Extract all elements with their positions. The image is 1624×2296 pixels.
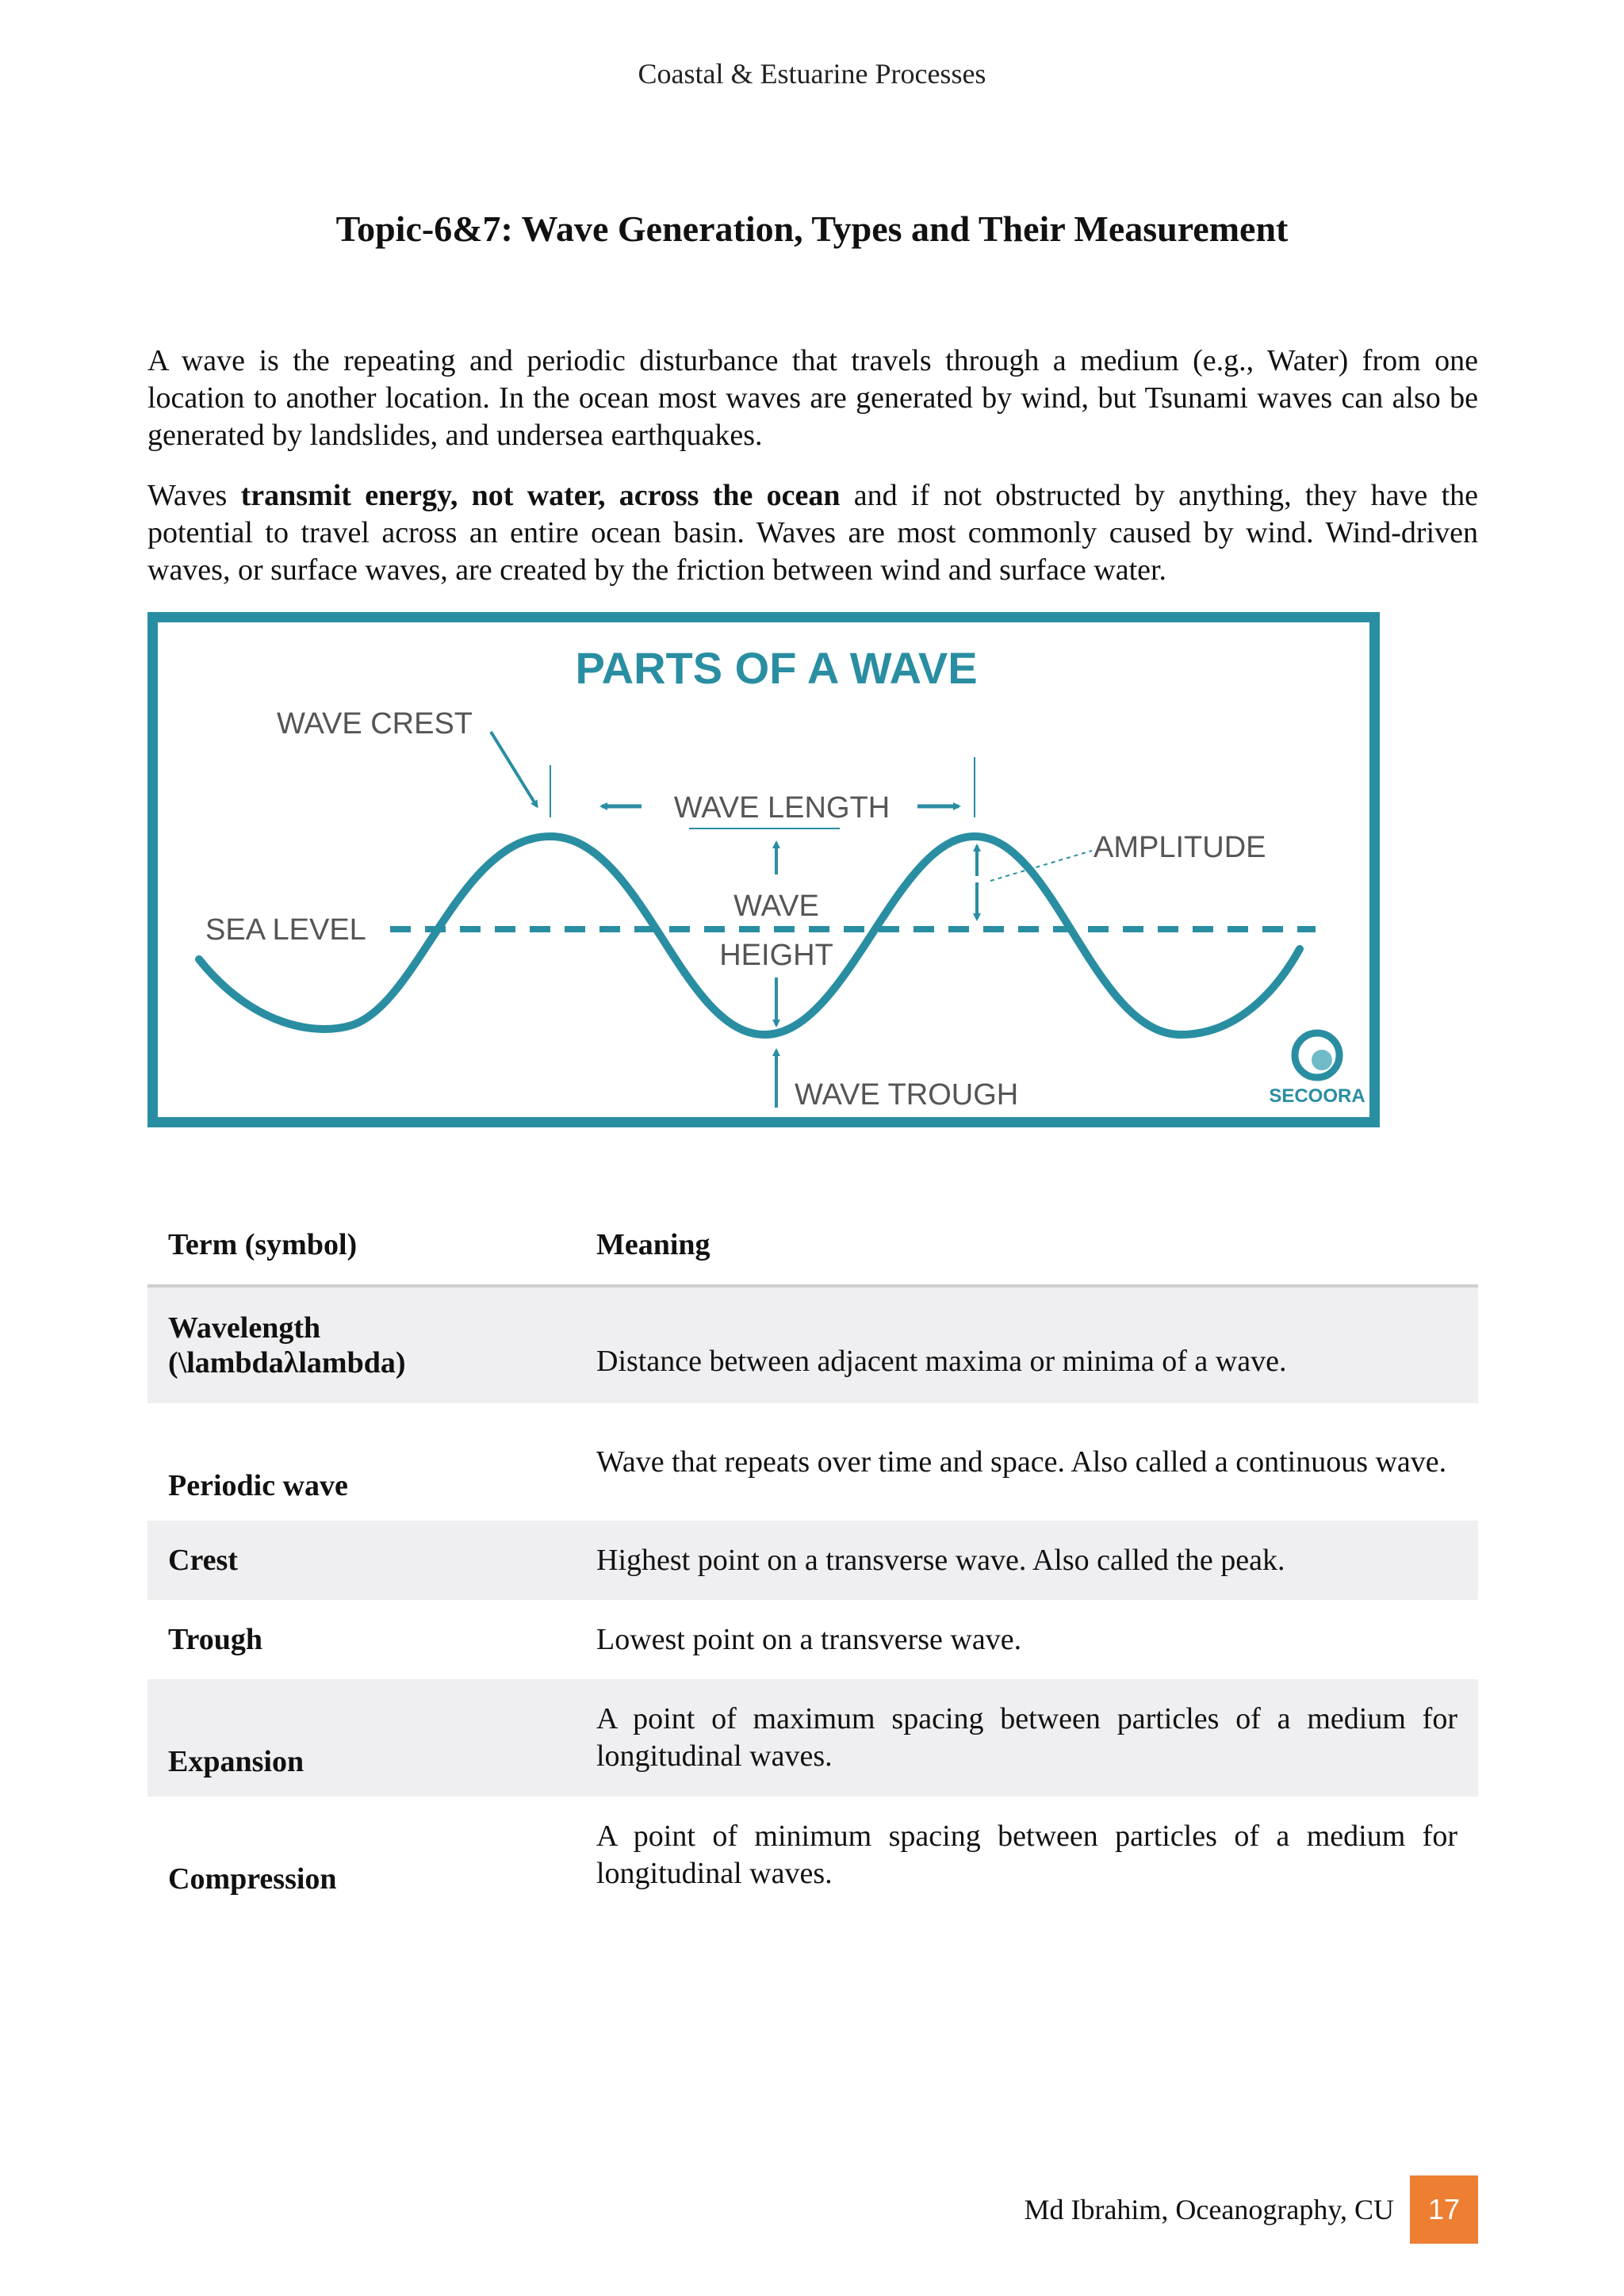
meaning-cell: Lowest point on a transverse wave. [596, 1622, 1022, 1656]
term-cell [147, 1286, 596, 1403]
wave-height-label-2: HEIGHT [719, 939, 833, 972]
energy-paragraph-emphasis: transmit energy, not water, across the ocean [240, 479, 841, 512]
energy-paragraph-start: Waves [147, 479, 241, 512]
parts-of-a-wave-figure [147, 612, 1380, 1127]
term-cell: Trough [168, 1623, 262, 1656]
sea-level-label: SEA LEVEL [205, 913, 366, 947]
meaning-column-header: Meaning [596, 1205, 1478, 1286]
meaning-cell: A point of maximum spacing between particles of a medium for longitudinal waves. [596, 1679, 1478, 1797]
meaning-cell: Wave that repeats over time and space. Also called a continuous wave. [596, 1445, 1447, 1479]
amplitude-label: AMPLITUDE [1094, 831, 1266, 864]
energy-paragraph [147, 477, 1478, 589]
term-cell: Crest [147, 1521, 596, 1600]
meaning-cell: A point of minimum spacing between particles of a medium for longitudinal waves. [596, 1820, 1457, 1890]
intro-paragraph: A wave is the repeating and periodic disturbance that travels through a medium (e.g., Water) from one location to another location. In the ocean most waves are generated by wind, but Tsunami waves can also be generated by landslides, and undersea earthquakes. [147, 344, 1478, 452]
term-cell: Compression [168, 1862, 337, 1896]
term-cell: Periodic wave [168, 1469, 348, 1502]
term-cell: Expansion [147, 1679, 596, 1797]
meaning-cell: Distance between adjacent maxima or minima of a wave. [596, 1286, 1478, 1403]
page-title: Topic-6&7: Wave Generation, Types and Their Measurement [335, 209, 1289, 249]
table-row [147, 1521, 1478, 1600]
running-header: Coastal & Estuarine Processes [638, 58, 986, 90]
table-row [147, 1600, 1478, 1679]
energy-paragraph-end: and if not obstructed by anything, they have the potential to travel across an entire ocean basin. Waves are most commonly caused by wind. Wind-driven waves, or surface waves, are created by the friction between wind and surface water. [147, 479, 1478, 587]
table-row [147, 1286, 1478, 1403]
term-line-1: Wavelength [168, 1311, 321, 1345]
table-row [147, 1403, 1478, 1521]
figure-title: PARTS OF A WAVE [575, 643, 978, 693]
crest-arrow [491, 732, 537, 806]
table-row [147, 1797, 1478, 1914]
amplitude-leader [990, 851, 1092, 881]
term-column-header: Term (symbol) [147, 1205, 596, 1286]
wave-height-label-1: WAVE [733, 890, 819, 923]
table-header-row [147, 1205, 1478, 1286]
wave-diagram [158, 622, 1369, 1117]
wave-trough-label: WAVE TROUGH [795, 1078, 1019, 1112]
meaning-cell: Highest point on a transverse wave. Also called the peak. [596, 1521, 1478, 1600]
page-footer [1024, 2175, 1478, 2244]
logo-text: SECOORA [1269, 1085, 1365, 1107]
secoora-logo [1269, 1033, 1365, 1107]
term-line-2: (\lambdaλlambda) [168, 1346, 406, 1380]
wave-crest-label: WAVE CREST [277, 707, 473, 740]
page-number-badge: 17 [1410, 2175, 1478, 2244]
table-row [147, 1679, 1478, 1797]
wave-terms-table [147, 1205, 1478, 1914]
wave-length-label: WAVE LENGTH [673, 791, 891, 825]
footer-author: Md Ibrahim, Oceanography, CU [1024, 2194, 1394, 2225]
